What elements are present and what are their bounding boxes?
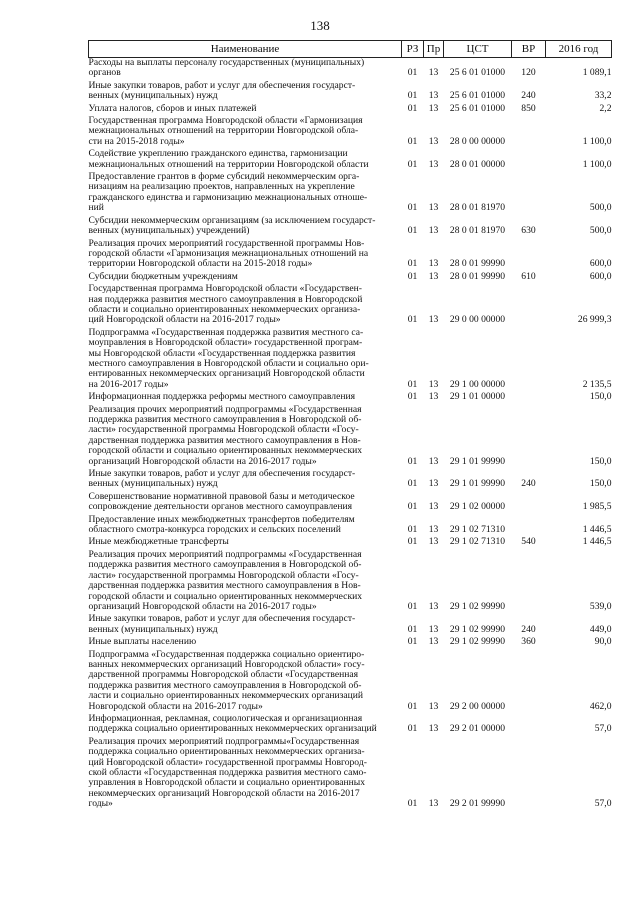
row-name-line: поддержка развития местного самоуправления в Новгородской об- bbox=[88, 414, 362, 425]
row-cst: 25 6 01 01000 bbox=[449, 102, 506, 114]
row-name-line: территории Новгородской области на 2015-2018 годы» bbox=[88, 258, 313, 270]
row-name-line: ласти» государственной программы Новгородской области «Госу- bbox=[88, 424, 359, 436]
row-cst: 29 1 02 99990 bbox=[449, 623, 506, 635]
row-name-line: областного смотра-конкурса городских и сельских поселений bbox=[88, 524, 341, 536]
row-name-line: ванных некоммерческих организаций Новгородской области» госу- bbox=[88, 658, 365, 670]
row-pr: 13 bbox=[428, 135, 439, 147]
row-vr: 610 bbox=[521, 270, 536, 282]
row-cst: 28 0 01 81970 bbox=[449, 225, 506, 237]
row-value: 2 135,5 bbox=[582, 378, 612, 390]
row-rz: 01 bbox=[407, 270, 418, 282]
row-value: 449,0 bbox=[589, 623, 612, 635]
row-name-line: сти на 2015-2018 годы» bbox=[88, 135, 185, 147]
row-rz: 01 bbox=[407, 102, 418, 114]
row-pr: 13 bbox=[428, 314, 439, 326]
header-name: Наименование bbox=[89, 41, 402, 58]
row-cst: 25 6 01 01000 bbox=[449, 67, 506, 79]
row-value: 33,2 bbox=[594, 90, 612, 102]
table-row bbox=[89, 614, 612, 637]
row-value: 57,0 bbox=[594, 798, 612, 810]
table-row bbox=[89, 392, 612, 404]
row-value: 150,0 bbox=[589, 478, 612, 490]
row-vr: 850 bbox=[521, 102, 536, 114]
page-number: 138 bbox=[310, 18, 330, 33]
row-value: 1 446,5 bbox=[582, 536, 612, 548]
row-name bbox=[89, 116, 402, 149]
table-row bbox=[89, 637, 612, 649]
row-pr: 13 bbox=[428, 258, 439, 270]
row-cst: 29 1 01 99990 bbox=[449, 455, 506, 467]
row-pr: 13 bbox=[428, 600, 439, 612]
row-vr: 120 bbox=[521, 67, 536, 79]
row-pr: 13 bbox=[428, 225, 439, 237]
table-row bbox=[89, 550, 612, 614]
row-vr bbox=[512, 492, 546, 515]
row-vr bbox=[512, 515, 546, 538]
row-name-line: поддержка социально ориентированных некоммерческих организаций bbox=[88, 723, 377, 735]
row-name-line: Иные выплаты населению bbox=[88, 636, 197, 648]
row-rz: 01 bbox=[407, 258, 418, 270]
row-name-line: ентированных некоммерческих организаций Новгородской области bbox=[88, 368, 365, 380]
table-row bbox=[89, 328, 612, 392]
table-row bbox=[89, 116, 612, 149]
row-rz: 01 bbox=[407, 723, 418, 735]
row-name bbox=[89, 492, 402, 515]
row-value: 1 985,5 bbox=[582, 501, 612, 513]
row-cst: 29 1 02 99990 bbox=[449, 636, 506, 648]
row-cst: 29 1 02 71310 bbox=[449, 524, 506, 536]
row-name bbox=[89, 737, 402, 812]
row-rz: 01 bbox=[407, 501, 418, 513]
row-cst: 29 0 00 00000 bbox=[449, 314, 506, 326]
row-vr bbox=[512, 650, 546, 714]
row-name-line: поддержка развития местного самоуправления в Новгородской об- bbox=[88, 679, 362, 691]
row-value: 1 446,5 bbox=[582, 524, 612, 536]
row-name bbox=[89, 392, 402, 404]
row-name-line: сопровождение деятельности органов местного самоуправления bbox=[88, 501, 353, 513]
row-name-line: Иные закупки товаров, работ и услуг для обеспечения государст- bbox=[88, 468, 356, 480]
row-rz: 01 bbox=[407, 455, 418, 467]
row-value: 57,0 bbox=[594, 723, 612, 735]
row-cst: 28 0 01 99990 bbox=[449, 270, 506, 282]
row-name-line: ций Новгородской области на 2016-2017 годы» bbox=[88, 314, 281, 326]
row-name-line: организаций Новгородской области на 2016-2017 годы» bbox=[88, 600, 317, 612]
row-rz: 01 bbox=[407, 478, 418, 490]
row-name-line: городской области и социально ориентированных некоммерческих bbox=[88, 445, 363, 457]
header-cst: ЦСТ bbox=[444, 41, 512, 58]
row-name bbox=[89, 537, 402, 549]
row-vr: 240 bbox=[521, 478, 536, 490]
table-row bbox=[89, 58, 612, 81]
row-name-line: Содействие укреплению гражданского единства, гармонизации bbox=[88, 148, 348, 160]
table-row bbox=[89, 492, 612, 515]
row-value: 600,0 bbox=[589, 270, 612, 282]
row-name bbox=[89, 650, 402, 714]
row-name-line: венных (муниципальных) нужд bbox=[88, 478, 218, 490]
row-name-line: области и социально ориентированных некоммерческих организа- bbox=[88, 303, 361, 315]
row-name-line: Иные закупки товаров, работ и услуг для обеспечения государст- bbox=[88, 613, 356, 625]
row-vr bbox=[512, 172, 546, 216]
budget-table bbox=[88, 40, 612, 812]
row-pr: 13 bbox=[428, 723, 439, 735]
row-value: 150,0 bbox=[589, 391, 612, 403]
row-name-line: Реализация прочих мероприятий подпрограммы «Государственная bbox=[88, 403, 362, 415]
row-value: 500,0 bbox=[589, 202, 612, 214]
row-cst: 29 1 01 00000 bbox=[449, 391, 506, 403]
row-name-line: моуправления в Новгородской области» государственной програм- bbox=[88, 337, 363, 349]
row-name-line: мы Новгородской области «Государственная поддержка развития bbox=[88, 347, 356, 359]
row-rz: 01 bbox=[407, 378, 418, 390]
row-cst: 29 1 02 71310 bbox=[449, 536, 506, 548]
row-name-line: органов bbox=[88, 67, 121, 79]
row-pr: 13 bbox=[428, 501, 439, 513]
row-name-line: Субсидии некоммерческим организациям (за исключением государст- bbox=[88, 214, 376, 226]
row-cst: 28 0 01 99990 bbox=[449, 258, 506, 270]
row-name-line: Предоставление грантов в форме субсидий некоммерческим орга- bbox=[88, 171, 360, 183]
row-name-line: на 2016-2017 годы» bbox=[88, 378, 169, 390]
row-name bbox=[89, 58, 402, 81]
row-name-line: ласти» государственной программы Новгородской области «Госу- bbox=[88, 569, 359, 581]
table-row bbox=[89, 515, 612, 538]
table-row bbox=[89, 239, 612, 272]
row-name-line: Иные закупки товаров, работ и услуг для обеспечения государст- bbox=[88, 79, 356, 91]
row-name-line: низациям на реализацию проектов, направленных на укрепление bbox=[88, 181, 355, 193]
row-rz: 01 bbox=[407, 135, 418, 147]
row-name-line: местного самоуправления в Новгородской области и социально ори- bbox=[88, 357, 369, 369]
row-name bbox=[89, 550, 402, 614]
row-vr: 240 bbox=[521, 623, 536, 635]
table-row bbox=[89, 737, 612, 812]
row-vr bbox=[512, 714, 546, 737]
row-vr: 240 bbox=[521, 90, 536, 102]
row-name-line: дарственной программы Новгородской области «Государственная bbox=[88, 669, 359, 681]
row-vr bbox=[512, 239, 546, 272]
row-name-line: поддержка развития местного самоуправления в Новгородской об- bbox=[88, 559, 362, 571]
row-value: 539,0 bbox=[589, 600, 612, 612]
row-rz: 01 bbox=[407, 798, 418, 810]
row-name-line: ная поддержка развития местного самоуправления в Новгородской bbox=[88, 293, 363, 305]
table-row bbox=[89, 650, 612, 714]
row-vr: 360 bbox=[521, 636, 536, 648]
row-name-line: Государственная программа Новгородской области «Гармонизация bbox=[88, 115, 363, 127]
table-row bbox=[89, 537, 612, 549]
table-row bbox=[89, 172, 612, 216]
row-name-line: городской области и социально ориентированных некоммерческих bbox=[88, 590, 363, 602]
header-year: 2016 год bbox=[546, 41, 612, 58]
row-cst: 29 2 00 00000 bbox=[449, 700, 506, 712]
row-value: 1 089,1 bbox=[582, 67, 612, 79]
row-pr: 13 bbox=[428, 202, 439, 214]
row-name-line: Государственная программа Новгородской области «Государствен- bbox=[88, 283, 362, 295]
row-cst: 28 0 01 81970 bbox=[449, 202, 506, 214]
row-pr: 13 bbox=[428, 90, 439, 102]
row-name-line: венных (муниципальных) нужд bbox=[88, 90, 218, 102]
row-name bbox=[89, 239, 402, 272]
row-name-line: ций Новгородской области» государственной программы Новгород- bbox=[88, 756, 367, 768]
row-name-line: организаций Новгородской области на 2016-2017 годы» bbox=[88, 455, 317, 467]
row-cst: 29 2 01 00000 bbox=[449, 723, 506, 735]
row-name-line: Предоставление иных межбюджетных трансфертов победителям bbox=[88, 513, 355, 525]
row-vr bbox=[512, 392, 546, 404]
row-value: 500,0 bbox=[589, 225, 612, 237]
row-pr: 13 bbox=[428, 270, 439, 282]
row-name-line: ний bbox=[88, 202, 104, 214]
row-rz: 01 bbox=[407, 67, 418, 79]
row-value: 150,0 bbox=[589, 455, 612, 467]
row-name bbox=[89, 405, 402, 469]
row-rz: 01 bbox=[407, 158, 418, 170]
row-pr: 13 bbox=[428, 378, 439, 390]
row-name-line: венных (муниципальных) нужд bbox=[88, 623, 218, 635]
row-name bbox=[89, 637, 402, 649]
row-name-line: годы» bbox=[88, 798, 113, 810]
row-pr: 13 bbox=[428, 391, 439, 403]
row-cst: 29 1 01 99990 bbox=[449, 478, 506, 490]
row-name-line: дарственная поддержка развития местного самоуправления в Нов- bbox=[88, 580, 361, 592]
row-vr bbox=[512, 737, 546, 812]
row-name-line: Уплата налогов, сборов и иных платежей bbox=[88, 102, 257, 114]
row-cst: 29 1 00 00000 bbox=[449, 378, 506, 390]
row-pr: 13 bbox=[428, 536, 439, 548]
row-name-line: Иные межбюджетные трансферты bbox=[88, 536, 229, 548]
row-rz: 01 bbox=[407, 600, 418, 612]
row-name bbox=[89, 469, 402, 492]
row-name-line: Расходы на выплаты персоналу государственных (муниципальных) bbox=[88, 57, 365, 68]
row-vr bbox=[512, 405, 546, 469]
row-name-line: Реализация прочих мероприятий государственной программы Нов- bbox=[88, 237, 365, 249]
row-rz: 01 bbox=[407, 623, 418, 635]
row-name bbox=[89, 714, 402, 737]
row-name bbox=[89, 515, 402, 538]
row-vr bbox=[512, 149, 546, 172]
row-name-line: городской области «Гармонизация межнациональных отношений на bbox=[88, 247, 369, 259]
row-name-line: венных (муниципальных) учреждений) bbox=[88, 225, 250, 237]
row-name-line: Субсидии бюджетным учреждениям bbox=[88, 270, 238, 282]
row-name-line: Совершенствование нормативной правовой базы и методическое bbox=[88, 490, 355, 502]
header-vr: ВР bbox=[512, 41, 546, 58]
row-pr: 13 bbox=[428, 478, 439, 490]
header-rz: РЗ bbox=[402, 41, 424, 58]
table-row bbox=[89, 81, 612, 104]
row-name-line: Реализация прочих мероприятий подпрограммы«Государственная bbox=[88, 735, 360, 747]
table-row bbox=[89, 714, 612, 737]
row-name bbox=[89, 216, 402, 239]
row-name-line: ской области «Государственная поддержка развития местного само- bbox=[88, 767, 367, 778]
row-name-line: управления в Новгородской области и социально ориентированных bbox=[88, 777, 366, 789]
row-pr: 13 bbox=[428, 102, 439, 114]
row-name-line: межнациональных отношений на территории Новгородской обла- bbox=[88, 125, 359, 137]
table-row bbox=[89, 284, 612, 328]
row-rz: 01 bbox=[407, 700, 418, 712]
row-name-line: Информационная, рекламная, социологическая и организационная bbox=[88, 712, 363, 724]
row-cst: 25 6 01 01000 bbox=[449, 90, 506, 102]
row-rz: 01 bbox=[407, 225, 418, 237]
row-value: 462,0 bbox=[589, 700, 612, 712]
row-name bbox=[89, 149, 402, 172]
row-name-line: дарственная поддержка развития местного самоуправления в Нов- bbox=[88, 434, 361, 446]
table-header-row bbox=[89, 41, 612, 58]
row-vr bbox=[512, 550, 546, 614]
row-name bbox=[89, 614, 402, 637]
table-body bbox=[89, 58, 612, 812]
row-rz: 01 bbox=[407, 90, 418, 102]
row-rz: 01 bbox=[407, 636, 418, 648]
row-value: 26 999,3 bbox=[577, 314, 612, 326]
row-pr: 13 bbox=[428, 798, 439, 810]
row-name-line: Информационная поддержка реформы местного самоуправления bbox=[88, 391, 356, 403]
row-cst: 29 1 02 00000 bbox=[449, 501, 506, 513]
row-value: 1 100,0 bbox=[582, 135, 612, 147]
row-rz: 01 bbox=[407, 391, 418, 403]
row-name-line: Подпрограмма «Государственная поддержка развития местного са- bbox=[88, 326, 364, 338]
header-pr: Пр bbox=[424, 41, 444, 58]
row-cst: 29 1 02 99990 bbox=[449, 600, 506, 612]
row-vr bbox=[512, 328, 546, 392]
row-value: 90,0 bbox=[594, 636, 612, 648]
row-pr: 13 bbox=[428, 700, 439, 712]
row-rz: 01 bbox=[407, 202, 418, 214]
row-vr: 630 bbox=[521, 225, 536, 237]
row-name-line: Новгородской области на 2016-2017 годы» bbox=[88, 700, 263, 712]
row-cst: 28 0 00 00000 bbox=[449, 135, 506, 147]
row-name-line: некоммерческих организаций Новгородской области на 2016-2017 bbox=[88, 787, 360, 799]
row-pr: 13 bbox=[428, 623, 439, 635]
row-pr: 13 bbox=[428, 67, 439, 79]
row-value: 600,0 bbox=[589, 258, 612, 270]
table-row bbox=[89, 216, 612, 239]
row-cst: 28 0 01 00000 bbox=[449, 158, 506, 170]
row-name bbox=[89, 81, 402, 104]
row-name-line: Подпрограмма «Государственная поддержка социально ориентиро- bbox=[88, 648, 365, 660]
table-row bbox=[89, 149, 612, 172]
row-name-line: межнациональных отношений на территории Новгородской области bbox=[88, 158, 369, 170]
row-pr: 13 bbox=[428, 524, 439, 536]
row-value: 2,2 bbox=[599, 102, 612, 114]
row-name bbox=[89, 328, 402, 392]
row-rz: 01 bbox=[407, 536, 418, 548]
row-pr: 13 bbox=[428, 636, 439, 648]
row-value: 1 100,0 bbox=[582, 158, 612, 170]
row-name-line: ласти и социально ориентированных некоммерческих организаций bbox=[88, 690, 364, 702]
row-rz: 01 bbox=[407, 314, 418, 326]
row-vr: 540 bbox=[521, 536, 536, 548]
row-pr: 13 bbox=[428, 158, 439, 170]
table-row bbox=[89, 405, 612, 469]
row-pr: 13 bbox=[428, 455, 439, 467]
row-rz: 01 bbox=[407, 524, 418, 536]
row-name-line: Реализация прочих мероприятий подпрограммы «Государственная bbox=[88, 548, 362, 560]
row-vr bbox=[512, 284, 546, 328]
row-name-line: поддержка социально ориентированных некоммерческих организа- bbox=[88, 746, 365, 758]
table-row bbox=[89, 469, 612, 492]
row-name-line: гражданского единства и гармонизацию межнациональных отноше- bbox=[88, 191, 368, 203]
row-cst: 29 2 01 99990 bbox=[449, 798, 506, 810]
row-name bbox=[89, 172, 402, 216]
row-name bbox=[89, 284, 402, 328]
row-vr bbox=[512, 116, 546, 149]
